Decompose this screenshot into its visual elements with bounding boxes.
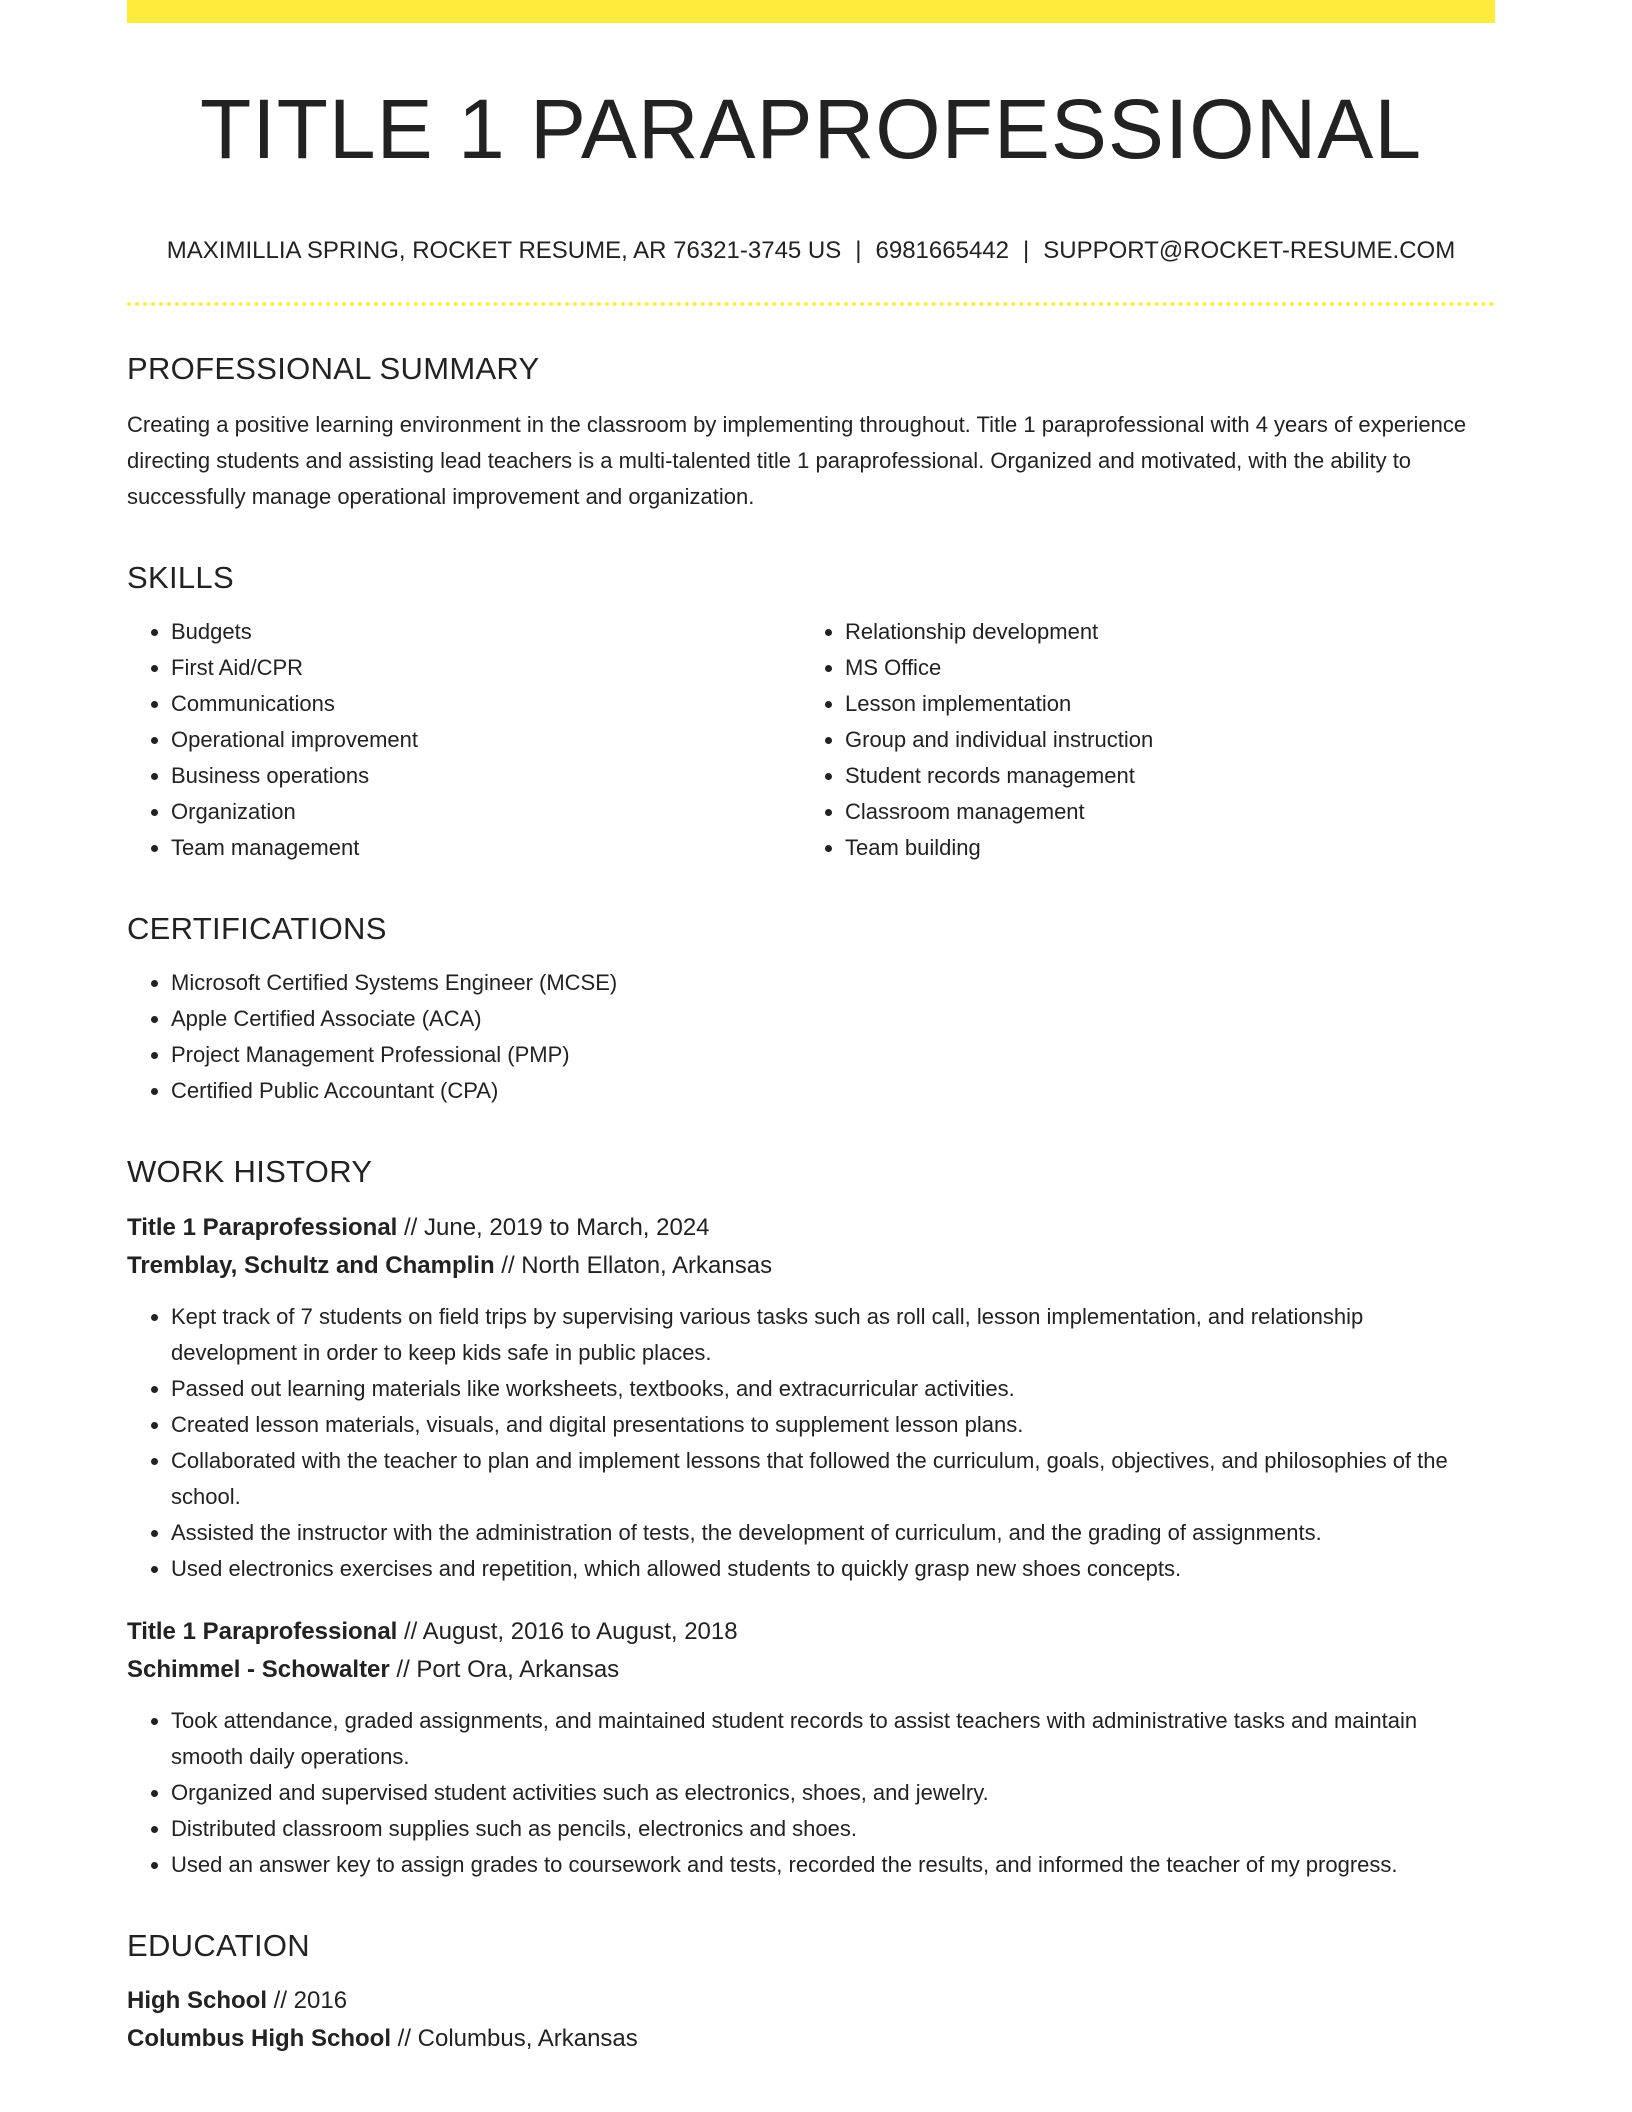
job-duties-list: [127, 1299, 1495, 1587]
job-duties-list: [127, 1703, 1495, 1883]
job-duty: • Used electronics exercises and repetition, which allowed students to quickly grasp new shoes concepts.: [171, 1551, 1495, 1587]
resume-page: [127, 0, 1495, 2058]
work-history-section: [127, 1153, 1495, 1882]
skill-item: • Lesson implementation: [845, 686, 1475, 722]
certifications-list: [127, 965, 1495, 1109]
summary-text: Creating a positive learning environment in the classroom by implementing throughout. Title 1 paraprofessional with 4 years of experience directing students and assisting lead teachers is a multi-talented title 1 paraprofessional. Organized and motivated, with the ability to successfully manage operational improvement and organization.: [127, 411, 1467, 509]
job-duty: • Organized and supervised student activities such as electronics, shoes, and jewelry.: [171, 1775, 1495, 1811]
contact-line: [127, 237, 1495, 266]
skill-item: • Budgets: [171, 614, 801, 650]
resume-title: TITLE 1 PARAPROFESSIONAL: [199, 82, 1423, 176]
job-entry: [127, 1209, 1495, 1587]
job-title-line: [127, 1209, 1495, 1247]
skill-item: • Team management: [171, 830, 801, 866]
job-company-line: [127, 1651, 1495, 1689]
summary-heading: PROFESSIONAL SUMMARY: [127, 350, 540, 386]
certification-item: • Microsoft Certified Systems Engineer (MCSE): [171, 965, 1495, 1001]
skill-item: • Relationship development: [845, 614, 1475, 650]
job-entry: [127, 1613, 1495, 1883]
skill-item: • Group and individual instruction: [845, 722, 1475, 758]
summary-section: [127, 350, 1495, 515]
job-location: // North Ellaton, Arkansas: [494, 1251, 773, 1279]
skills-section: [127, 559, 1495, 866]
certifications-section: [127, 910, 1495, 1109]
job-duty: • Took attendance, graded assignments, and maintained student records to assist teachers with administrative tasks and maintain smooth daily operations.: [171, 1703, 1495, 1775]
job-title-line: [127, 1613, 1495, 1651]
skill-item: • Student records management: [845, 758, 1475, 794]
certification-item: • Project Management Professional (PMP): [171, 1037, 1495, 1073]
job-duty: • Assisted the instructor with the administration of tests, the development of curriculum, and the grading of assignments.: [171, 1515, 1495, 1551]
job-dates: // August, 2016 to August, 2018: [397, 1617, 738, 1645]
job-duty: • Kept track of 7 students on field trips by supervising various tasks such as roll call, lesson implementation, and relationship development in order to keep kids safe in public places.: [171, 1299, 1495, 1371]
job-duty: • Passed out learning materials like worksheets, textbooks, and extracurricular activities.: [171, 1371, 1495, 1407]
job-company-line: [127, 1247, 1495, 1285]
header-divider: [127, 302, 1495, 306]
skills-grid: [127, 614, 1495, 866]
education-school-line: [127, 2020, 1495, 2058]
contact-separator: |: [855, 237, 862, 264]
job-company: Tremblay, Schultz and Champlin: [127, 1251, 495, 1279]
education-degree: High School: [127, 1986, 267, 2014]
contact-phone: 6981665442: [875, 237, 1009, 264]
contact-separator: |: [1023, 237, 1030, 264]
certifications-heading: CERTIFICATIONS: [127, 911, 387, 947]
skills-heading: SKILLS: [127, 559, 234, 595]
skills-column-right: [801, 614, 1475, 866]
skill-item: • MS Office: [845, 650, 1475, 686]
job-company: Schimmel - Schowalter: [127, 1655, 390, 1683]
education-degree-line: [127, 1982, 1495, 2020]
job-title: Title 1 Paraprofessional: [127, 1617, 398, 1645]
job-dates: // June, 2019 to March, 2024: [397, 1213, 710, 1241]
job-location: // Port Ora, Arkansas: [389, 1655, 620, 1683]
skill-item: • Communications: [171, 686, 801, 722]
education-section: [127, 1927, 1495, 2058]
skill-item: • Classroom management: [845, 794, 1475, 830]
job-duty: • Distributed classroom supplies such as pencils, electronics and shoes.: [171, 1811, 1495, 1847]
skill-item: • Team building: [845, 830, 1475, 866]
skill-item: • First Aid/CPR: [171, 650, 801, 686]
education-school: Columbus High School: [127, 2024, 391, 2052]
education-location: // Columbus, Arkansas: [391, 2024, 638, 2052]
job-duty: • Collaborated with the teacher to plan and implement lessons that followed the curriculum, goals, objectives, and philosophies of the school.: [171, 1443, 1495, 1515]
skill-item: • Business operations: [171, 758, 801, 794]
certification-item: • Apple Certified Associate (ACA): [171, 1001, 1495, 1037]
work-history-heading: WORK HISTORY: [127, 1154, 373, 1190]
education-year: // 2016: [267, 1986, 348, 2014]
skill-item: • Organization: [171, 794, 801, 830]
job-title: Title 1 Paraprofessional: [127, 1213, 398, 1241]
education-heading: EDUCATION: [127, 1927, 310, 1963]
skill-item: • Operational improvement: [171, 722, 801, 758]
contact-address: MAXIMILLIA SPRING, ROCKET RESUME, AR 76321-3745 US: [166, 237, 842, 264]
skills-column-left: [127, 614, 801, 866]
certification-item: • Certified Public Accountant (CPA): [171, 1073, 1495, 1109]
job-duty: • Used an answer key to assign grades to coursework and tests, recorded the results, and informed the teacher of my progress.: [171, 1847, 1495, 1883]
contact-email: SUPPORT@ROCKET-RESUME.COM: [1043, 237, 1456, 264]
accent-bar: [127, 0, 1495, 23]
job-duty: • Created lesson materials, visuals, and digital presentations to supplement lesson plans.: [171, 1407, 1495, 1443]
